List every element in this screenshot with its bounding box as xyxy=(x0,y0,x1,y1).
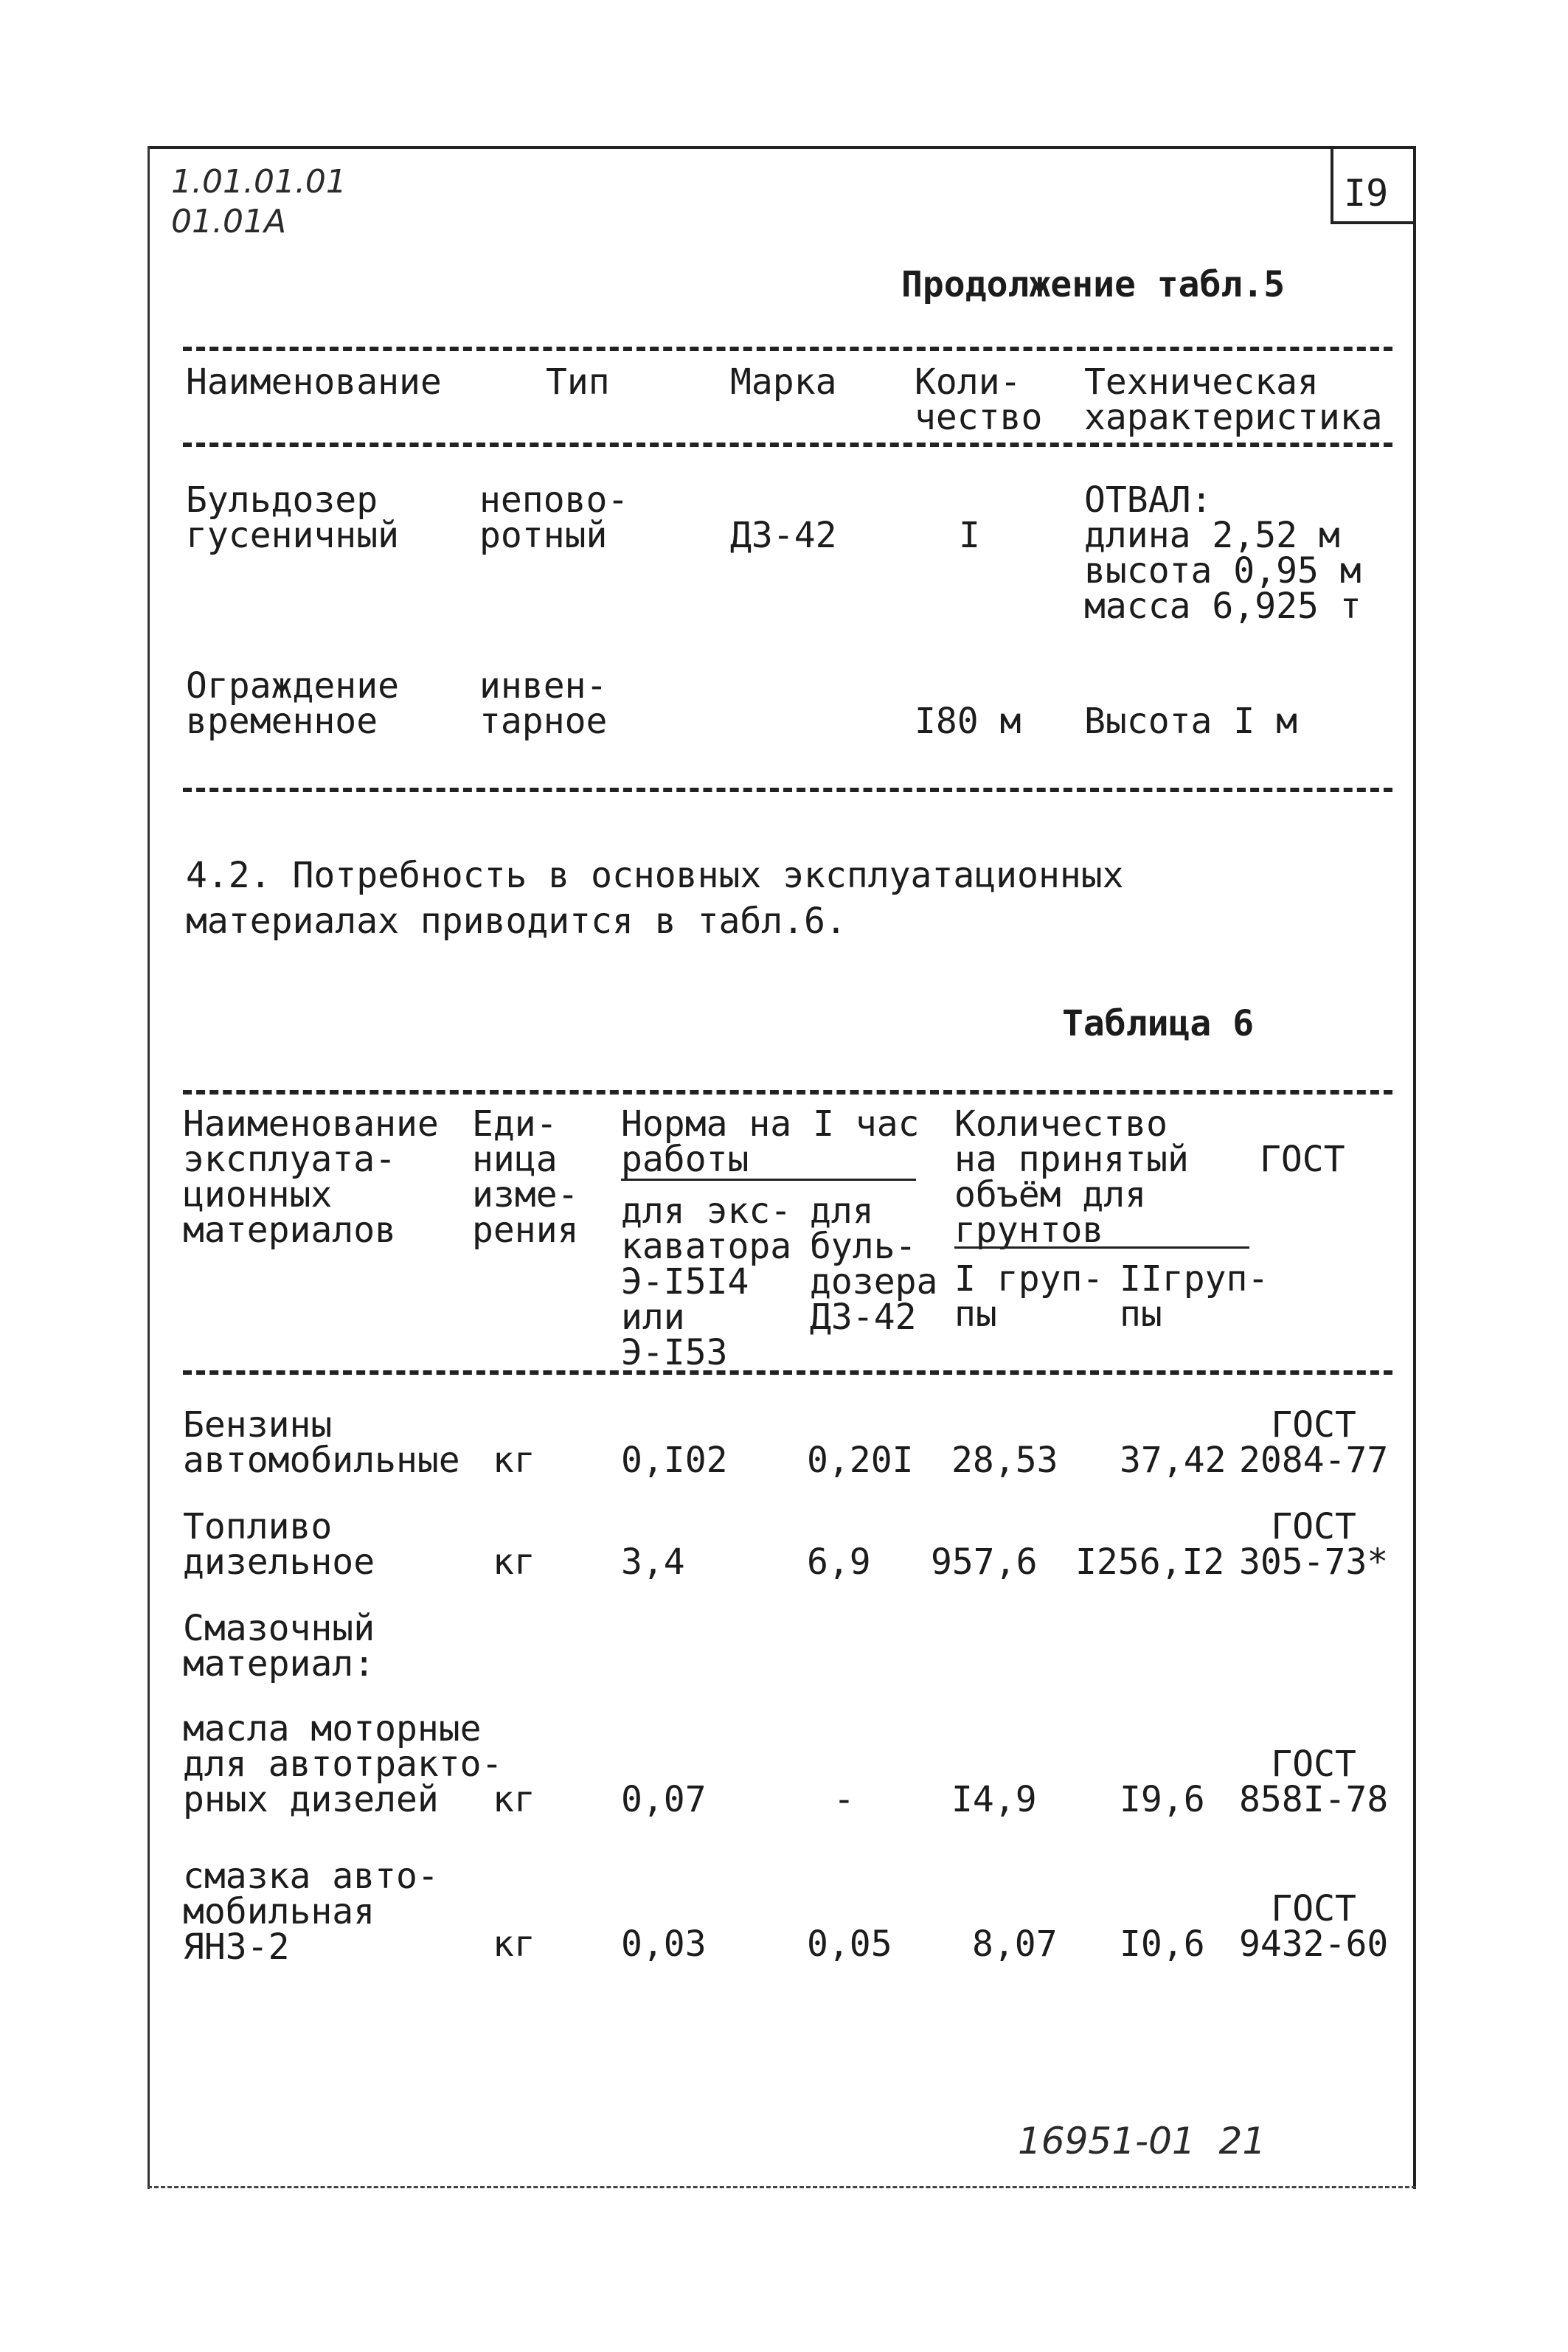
table5-header-brand: Марка xyxy=(730,361,837,403)
table6-row2-excavator: 3,4 xyxy=(621,1541,685,1583)
table6-row1-gost: ГОСТ 2084-77 xyxy=(1239,1404,1389,1481)
table6-qty-group-underline xyxy=(954,1246,1249,1249)
table5-header-spec: Техническая характеристика xyxy=(1084,361,1383,438)
table6-row1-group2: 37,42 xyxy=(1120,1440,1227,1481)
table6-row1-name: Бензины автомобильные xyxy=(183,1404,460,1481)
frame-top-border xyxy=(148,146,1416,149)
table5-row1-qty: I xyxy=(959,515,980,556)
document-code-line1: 1.01.01.01 xyxy=(171,163,347,201)
table6-row2-gost: ГОСТ 305-73* xyxy=(1239,1506,1389,1583)
table6-row2-bulldozer: 6,9 xyxy=(807,1541,871,1583)
table6-row4-bulldozer: - xyxy=(833,1779,855,1820)
table6-header-qty-group2: IIгруп- пы xyxy=(1120,1258,1269,1335)
table6-norm-group-underline xyxy=(621,1179,916,1181)
table5-row1-type: непово- ротный xyxy=(479,479,629,556)
page-number: I9 xyxy=(1344,172,1389,215)
table6-row1-bulldozer: 0,20I xyxy=(807,1440,914,1481)
table6-header-gost: ГОСТ xyxy=(1260,1139,1345,1180)
table5-bottom-rule xyxy=(183,788,1392,792)
frame-bottom-border xyxy=(148,2186,1416,2188)
table6-row4-group2: I9,6 xyxy=(1120,1779,1205,1820)
table6-row5-group2: I0,6 xyxy=(1120,1923,1205,1965)
table6-row2-name: Топливо дизельное xyxy=(183,1506,375,1583)
table5-caption: Продолжение табл.5 xyxy=(901,264,1286,305)
table5-row1-name: Бульдозер гусеничный xyxy=(186,479,399,556)
table6-row2-unit: кг xyxy=(493,1541,535,1583)
table6-header-qty-group1: I груп- пы xyxy=(954,1258,1104,1335)
table6-caption: Таблица 6 xyxy=(1062,1003,1255,1044)
table6-header-rule xyxy=(183,1370,1392,1375)
table5-header-name: Наименование xyxy=(186,361,442,403)
table6-row5-bulldozer: 0,05 xyxy=(807,1923,892,1965)
table6-row5-name: смазка авто- мобильная ЯНЗ-2 xyxy=(183,1856,439,1968)
table5-header-rule xyxy=(183,443,1392,447)
table5-row2-name: Ограждение временное xyxy=(186,665,399,742)
table6-row4-excavator: 0,07 xyxy=(621,1779,707,1820)
table5-row1-brand: ДЗ-42 xyxy=(730,515,837,556)
table6-row5-group1: 8,07 xyxy=(972,1923,1058,1965)
table6-header-norm-bulldozer: для буль- дозера ДЗ-42 xyxy=(810,1190,938,1338)
table6-row4-group1: I4,9 xyxy=(951,1779,1037,1820)
document-code-line2: 01.01А xyxy=(171,203,287,240)
table6-row5-gost: ГОСТ 9432-60 xyxy=(1239,1888,1389,1965)
table5-top-rule xyxy=(183,347,1392,351)
table6-row1-unit: кг xyxy=(493,1440,535,1481)
table6-header-norm-excavator: для экс- каватора Э-I5I4 или Э-I53 xyxy=(621,1190,792,1373)
table6-row4-unit: кг xyxy=(493,1779,535,1820)
table5-row1-spec: ОТВАЛ: длина 2,52 м высота 0,95 м масса 6,925 т xyxy=(1084,479,1361,627)
table6-header-qty-group: Количество на принятый объём для грунтов xyxy=(954,1103,1189,1251)
table6-header-norm-group: Норма на I час работы xyxy=(621,1103,920,1180)
table6-row2-group1: 957,6 xyxy=(931,1541,1038,1583)
table6-row3-name: Смазочный материал: xyxy=(183,1608,375,1685)
table5-row2-qty: I80 м xyxy=(915,701,1021,742)
table6-row1-excavator: 0,I02 xyxy=(621,1440,728,1481)
frame-left-border xyxy=(148,146,150,2189)
table5-row2-spec: Высота I м xyxy=(1084,701,1297,742)
paragraph-4-2: 4.2. Потребность в основных эксплуатационных материалах приводится в табл.6. xyxy=(186,855,1124,942)
table6-row5-excavator: 0,03 xyxy=(621,1923,707,1965)
table6-row4-name: масла моторные для автотракто- рных дизелей xyxy=(183,1708,503,1820)
table6-row1-group1: 28,53 xyxy=(951,1440,1058,1481)
frame-right-border xyxy=(1413,146,1416,2189)
table5-header-qty: Коли- чество xyxy=(915,361,1043,438)
table6-header-name: Наименование эксплуата- ционных материалов xyxy=(183,1103,439,1251)
table5-row2-type: инвен- тарное xyxy=(479,665,608,742)
table6-row2-group2: I256,I2 xyxy=(1075,1541,1225,1583)
table6-top-rule xyxy=(183,1090,1392,1095)
table6-row5-unit: кг xyxy=(493,1923,535,1965)
footer-inventory-number: 16951-01 21 xyxy=(1018,2120,1266,2162)
table6-header-unit: Еди- ница изме- рения xyxy=(472,1103,579,1251)
table6-row4-gost: ГОСТ 858I-78 xyxy=(1239,1744,1389,1820)
table5-header-type: Тип xyxy=(546,361,610,403)
